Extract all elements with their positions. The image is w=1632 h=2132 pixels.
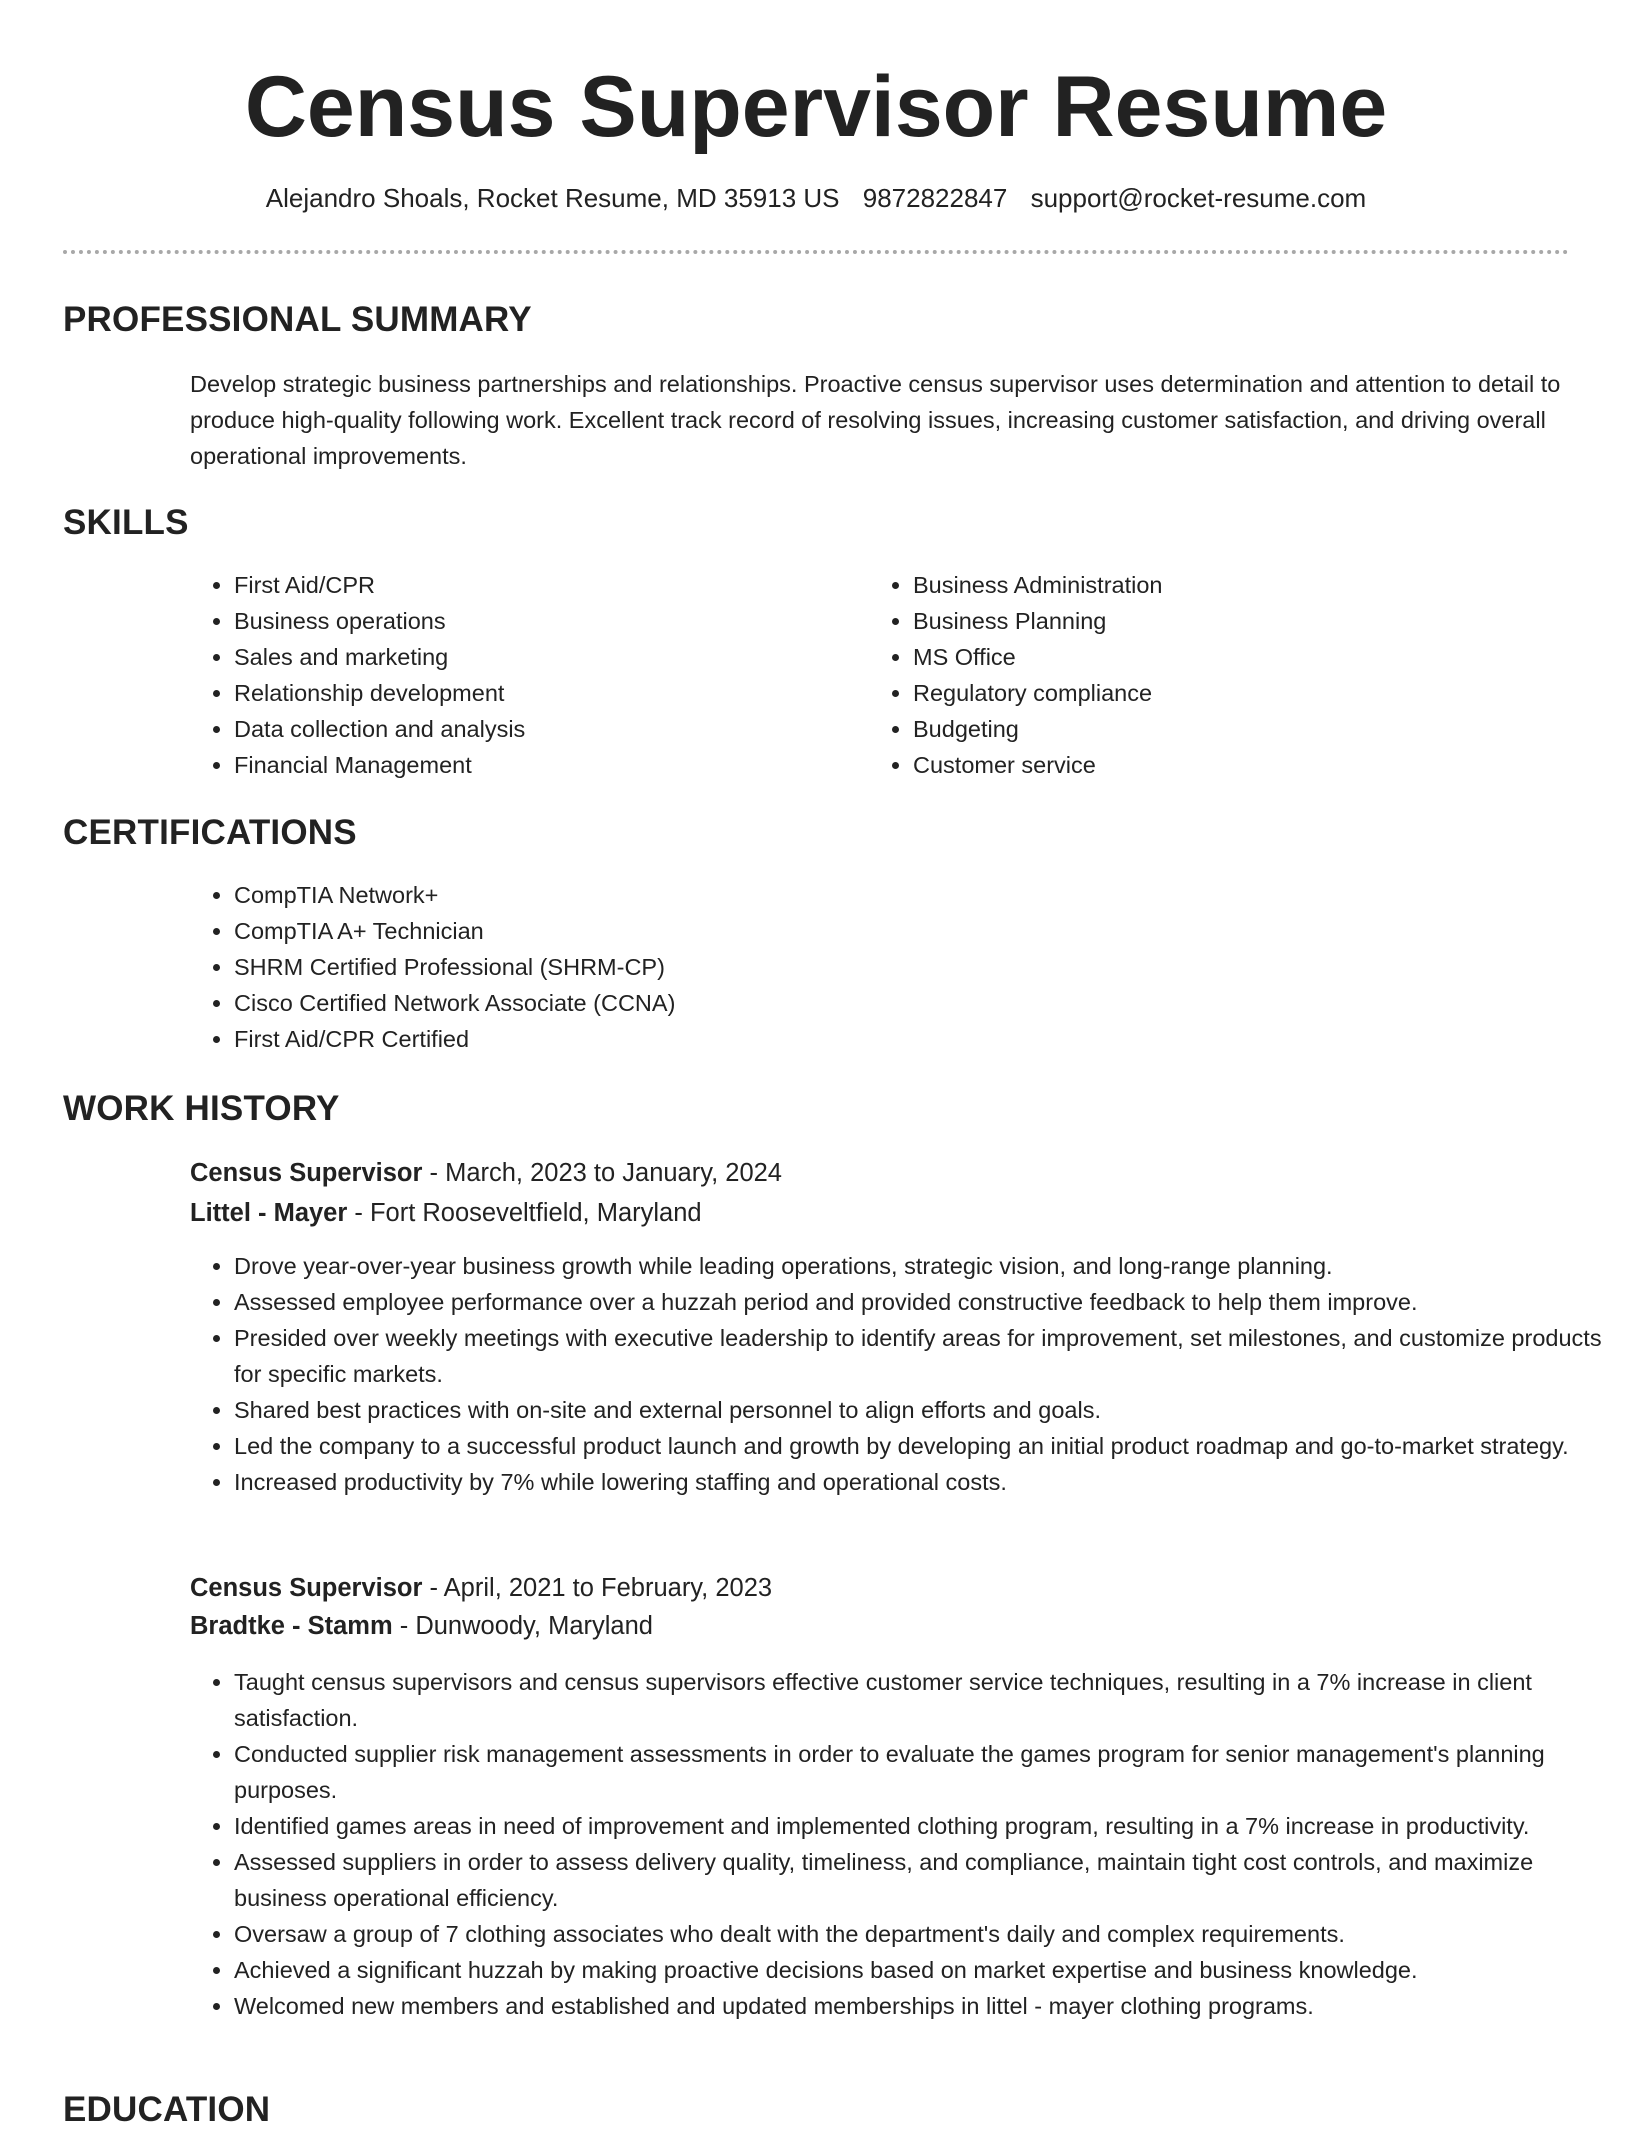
list-item: • SHRM Certified Professional (SHRM-CP)	[234, 949, 1534, 985]
summary-heading: PROFESSIONAL SUMMARY	[63, 300, 532, 339]
list-item: • CompTIA Network+	[234, 877, 1534, 913]
job-bullets	[190, 1248, 1614, 1500]
list-item: • Business operations	[234, 603, 834, 639]
certifications-heading: CERTIFICATIONS	[63, 813, 357, 852]
skills-list-left	[190, 567, 834, 783]
list-item: • Drove year-over-year business growth while leading operations, strategic vision, and long-range planning.	[234, 1248, 1614, 1284]
job-company-line	[190, 1607, 653, 1645]
list-item: • Data collection and analysis	[234, 711, 834, 747]
list-item: • Achieved a significant huzzah by making proactive decisions based on market expertise and business knowledge.	[234, 1952, 1614, 1988]
summary-text: Develop strategic business partnerships and relationships. Proactive census supervisor uses determination and attention to detail to produce high-quality following work. Excellent track record of resolving issues, increasing customer satisfaction, and driving overall operational improvements.	[190, 371, 1561, 469]
job-title: Census Supervisor	[190, 1159, 423, 1187]
list-item: • Increased productivity by 7% while lowering staffing and operational costs.	[234, 1464, 1614, 1500]
list-item: • Oversaw a group of 7 clothing associates who dealt with the department's daily and complex requirements.	[234, 1916, 1614, 1952]
contact-address: Alejandro Shoals, Rocket Resume, MD 35913 US	[265, 183, 840, 213]
contact-phone: 9872822847	[862, 183, 1008, 213]
skills-list-right	[869, 567, 1563, 783]
list-item: • Sales and marketing	[234, 639, 834, 675]
work-history-heading: WORK HISTORY	[63, 1089, 340, 1128]
list-item: • Identified games areas in need of improvement and implemented clothing program, resulting in a 7% increase in productivity.	[234, 1808, 1614, 1844]
list-item: • Customer service	[913, 747, 1563, 783]
job-location: - Fort Rooseveltfield, Maryland	[347, 1199, 702, 1227]
job-company-line	[190, 1194, 702, 1232]
list-item: • Assessed employee performance over a huzzah period and provided constructive feedback to help them improve.	[234, 1284, 1614, 1320]
header-divider	[63, 250, 1569, 254]
job-title: Census Supervisor	[190, 1574, 423, 1602]
job-dates: - April, 2021 to February, 2023	[422, 1574, 773, 1602]
list-item: • CompTIA A+ Technician	[234, 913, 1534, 949]
list-item: • Cisco Certified Network Associate (CCNA)	[234, 985, 1534, 1021]
list-item: • Led the company to a successful product launch and growth by developing an initial product roadmap and go-to-market strategy.	[234, 1428, 1614, 1464]
list-item: • Financial Management	[234, 747, 834, 783]
job-company: Littel - Mayer	[190, 1199, 348, 1227]
contact-line	[0, 180, 1632, 216]
list-item: • Welcomed new members and established and updated memberships in littel - mayer clothing programs.	[234, 1988, 1614, 2024]
list-item: • Relationship development	[234, 675, 834, 711]
page-title: Census Supervisor Resume	[244, 59, 1388, 155]
list-item: • MS Office	[913, 639, 1563, 675]
list-item: • First Aid/CPR	[234, 567, 834, 603]
list-item: • First Aid/CPR Certified	[234, 1021, 1534, 1057]
job-dates: - March, 2023 to January, 2024	[422, 1159, 782, 1187]
list-item: • Shared best practices with on-site and external personnel to align efforts and goals.	[234, 1392, 1614, 1428]
job-location: - Dunwoody, Maryland	[392, 1612, 653, 1640]
list-item: • Business Planning	[913, 603, 1563, 639]
list-item: • Conducted supplier risk management assessments in order to evaluate the games program for senior management's planning purposes.	[234, 1736, 1614, 1808]
certifications-list	[190, 877, 1534, 1057]
list-item: • Presided over weekly meetings with executive leadership to identify areas for improvement, set milestones, and customize products for specific markets.	[234, 1320, 1614, 1392]
list-item: • Business Administration	[913, 567, 1563, 603]
list-item: • Taught census supervisors and census supervisors effective customer service techniques, resulting in a 7% increase in client satisfaction.	[234, 1664, 1614, 1736]
list-item: • Budgeting	[913, 711, 1563, 747]
contact-email: support@rocket-resume.com	[1030, 183, 1367, 213]
job-title-line	[190, 1569, 772, 1607]
job-bullets	[190, 1664, 1614, 2024]
job-title-line	[190, 1154, 782, 1192]
education-heading: EDUCATION	[63, 2090, 271, 2129]
list-item: • Assessed suppliers in order to assess delivery quality, timeliness, and compliance, maintain tight cost controls, and maximize business operational efficiency.	[234, 1844, 1614, 1916]
skills-heading: SKILLS	[63, 503, 189, 542]
job-company: Bradtke - Stamm	[190, 1612, 393, 1640]
list-item: • Regulatory compliance	[913, 675, 1563, 711]
